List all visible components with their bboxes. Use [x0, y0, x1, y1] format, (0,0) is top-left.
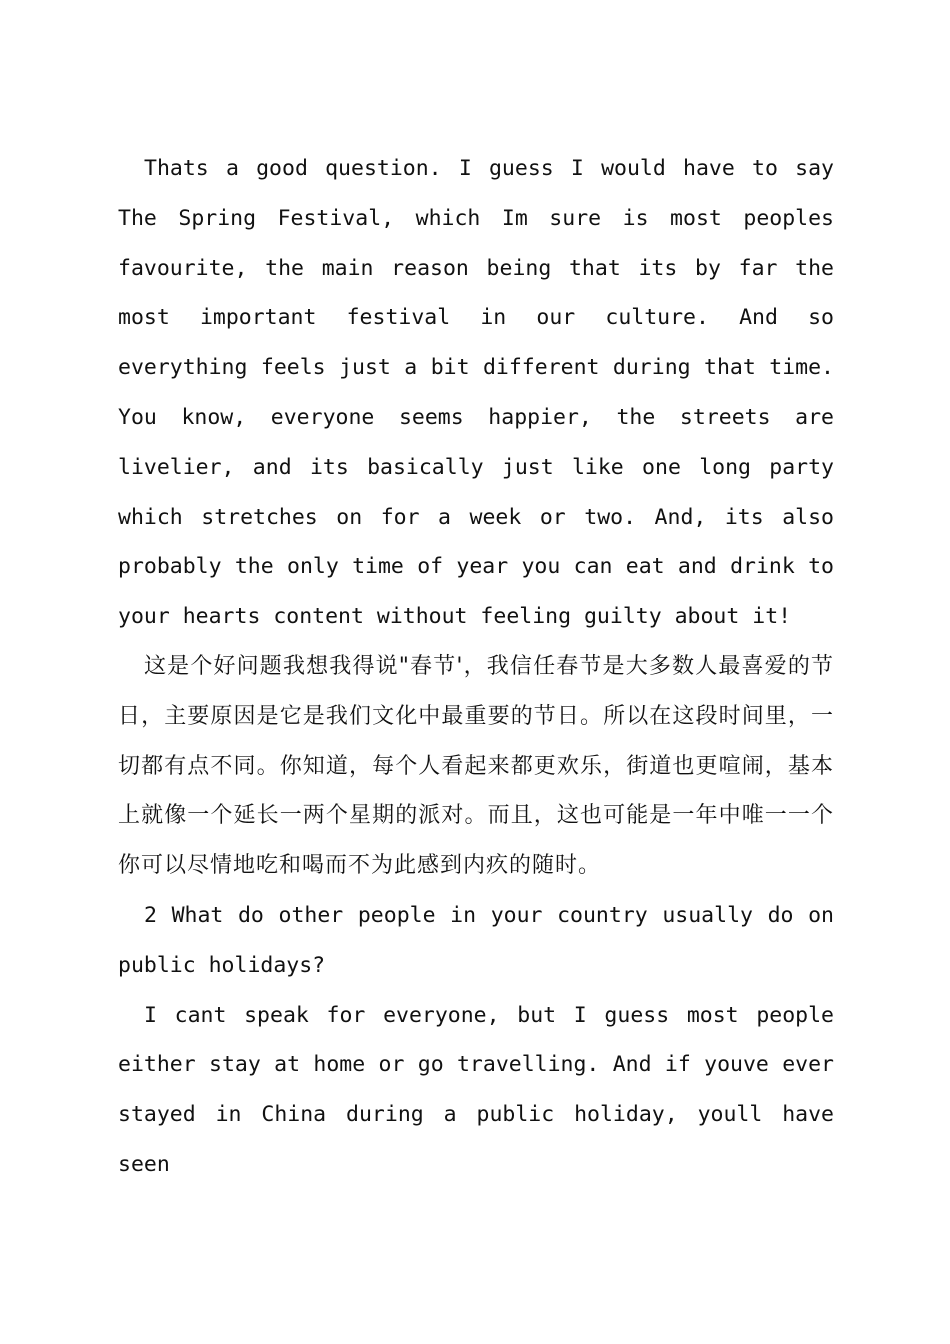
- question-paragraph: 2 What do other people in your country usually do on public holidays?: [118, 902, 834, 978]
- answer-paragraph-continued: I cant speak for everyone, but I guess most people either stay at home or go travelling. And if youve ever stayed in China during a public holiday, youll have seen: [118, 1002, 834, 1177]
- answer-paragraph-english: Thats a good question. I guess I would have to say The Spring Festival, which Im sure is most peoples favourite, the main reason being that its by far the most important festival in our culture. And so everything feels just a bit different during that time. You know, everyone seems happier, the streets are livelier, and its basically just like one long party which stretches on for a week or two. And, its also probably the only time of year you can eat and drink to your hearts content without feeling guilty about it!: [118, 156, 834, 630]
- document-page: [118, 144, 834, 1190]
- answer-paragraph-chinese: 这是个好问题我想我得说"春节'，我信任春节是大多数人最喜爱的节日，主要原因是它是我们文化中最重要的节日。所以在这段时间里，一切都有点不同。你知道，每个人看起来都更欢乐，街道也更喧闹，基本上就像一个延长一两个星期的派对。而且，这也可能是一年中唯一一个你可以尽情地吃和喝而不为此感到内疚的随时。: [118, 653, 834, 879]
